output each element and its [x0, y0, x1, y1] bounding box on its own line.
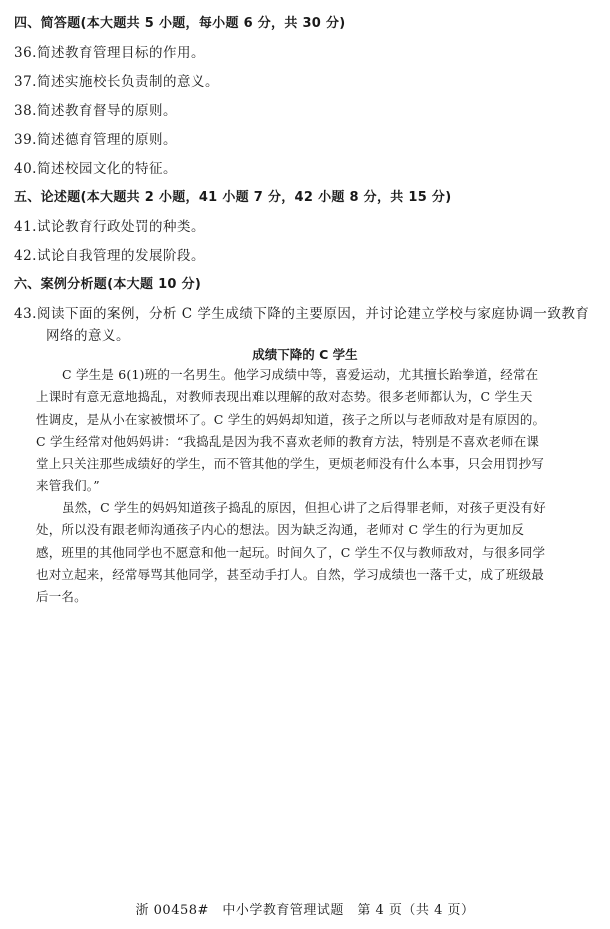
case-title: 成绩下降的 C 学生 [252, 347, 358, 362]
case-text-line: C 学生经常对他妈妈讲：“我捣乱是因为我不喜欢老师的教育方法，特别是不喜欢老师在课 [36, 433, 540, 449]
case-text-line: 虽然，C 学生的妈妈知道孩子捣乱的原因，但担心讲了之后得罪老师，对孩子更没有好 [62, 500, 546, 515]
case-text-line: 上课时有意无意地捣乱，对教师表现出难以理解的敌对态势。很多老师都认为，C 学生天 [36, 389, 533, 405]
question-43-continued: 网络的意义。 [46, 328, 130, 344]
section-heading-essay: 五、论述题(本大题共 2 小题，41 小题 7 分，42 小题 8 分，共 15 分) [14, 190, 452, 205]
question-40: 40.简述校园文化的特征。 [14, 161, 177, 177]
question-36: 36.简述教育管理目标的作用。 [14, 45, 205, 61]
case-text-line: 后一名。 [36, 589, 87, 605]
page-footer: 浙 00458# 中小学教育管理试题 第 4 页（共 4 页） [135, 903, 475, 918]
question-38: 38.简述教育督导的原则。 [14, 103, 177, 119]
question-43: 43.阅读下面的案例，分析 C 学生成绩下降的主要原因，并讨论建立学校与家庭协调一致教育 [14, 306, 590, 322]
question-39: 39.简述德育管理的原则。 [14, 132, 177, 148]
section-heading-case-analysis: 六、案例分析题(本大题 10 分) [14, 277, 202, 292]
question-41: 41.试论教育行政处罚的种类。 [14, 219, 205, 235]
question-42: 42.试论自我管理的发展阶段。 [14, 248, 205, 264]
case-text-line: 处，所以没有跟老师沟通孩子内心的想法。因为缺乏沟通，老师对 C 学生的行为更加反 [36, 522, 525, 538]
case-text-line: C 学生是 6(1)班的一名男生。他学习成绩中等，喜爱运动，尤其擅长跆拳道，经常在 [62, 367, 539, 382]
section-heading-short-answer: 四、简答题(本大题共 5 小题，每小题 6 分，共 30 分) [14, 16, 346, 31]
case-text-line: 堂上只关注那些成绩好的学生，而不管其他的学生，更烦老师没有什么本事，只会用罚抄写 [36, 456, 545, 472]
case-paragraph-2 [36, 497, 596, 608]
case-text-line: 来管我们。” [36, 478, 100, 494]
case-text-line: 感，班里的其他同学也不愿意和他一起玩。时间久了，C 学生不仅与教师敌对，与很多同学 [36, 544, 546, 560]
case-paragraph-1 [36, 364, 596, 498]
case-text-line: 性调皮，是从小在家被惯坏了。C 学生的妈妈却知道，孩子之所以与老师敌对是有原因的。 [36, 411, 546, 427]
question-37: 37.简述实施校长负责制的意义。 [14, 74, 219, 90]
case-text-line: 也对立起来，经常辱骂其他同学，甚至动手打人。自然，学习成绩也一落千丈，成了班级最 [36, 566, 545, 582]
